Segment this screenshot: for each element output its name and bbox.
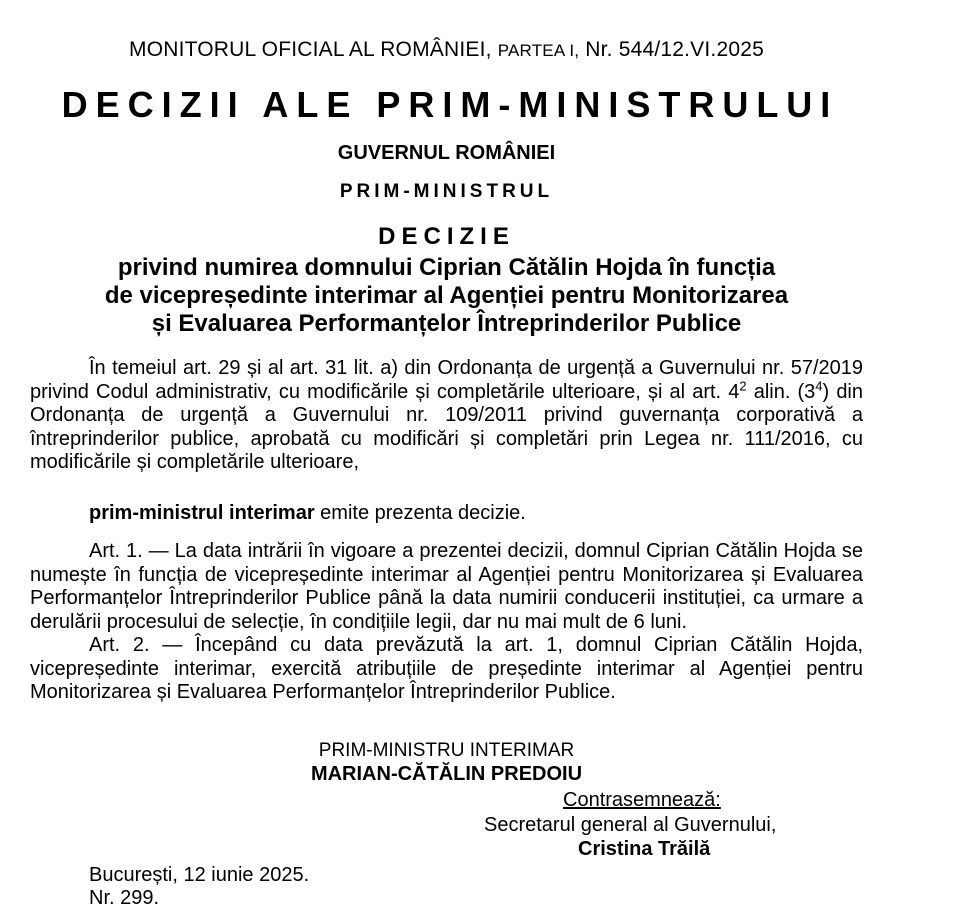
emits-subject: prim-ministrul interimar <box>89 502 315 524</box>
decision-number: Nr. 299. <box>89 887 160 909</box>
decision-title-line: de vicepreședinte interimar al Agenției pentru Monitorizarea <box>104 282 789 309</box>
journal-part: PARTEA I, <box>497 41 580 60</box>
journal-header <box>0 38 893 62</box>
preamble-text: alin. (3 <box>746 380 816 403</box>
articles-block <box>30 540 863 705</box>
decision-title-line: privind numirea domnului Ciprian Cătălin Hojda în funcția <box>117 254 776 281</box>
decision-title <box>0 254 893 338</box>
preamble-text: În temeiul art. 29 și al art. 31 lit. a) din Ordonanța de urgență a Guvernului nr. 57/2019 privind Codul administrativ, cu modificările și completările ulterioare, și al art. 4 <box>30 357 863 403</box>
countersign-name: Cristina Trăilă <box>578 838 711 860</box>
decision-title-line: și Evaluarea Performanțelor Întreprinderilor Publice <box>151 310 742 337</box>
signature-name: MARIAN-CĂTĂLIN PREDOIU <box>310 763 583 785</box>
countersign-role: Secretarul general al Guvernului, <box>484 814 777 836</box>
decision-label: DECIZIE <box>378 223 515 250</box>
issuer-government: GUVERNUL ROMÂNIEI <box>337 142 556 164</box>
issuer-office: PRIM-MINISTRUL <box>339 181 554 202</box>
preamble-paragraph <box>30 357 863 475</box>
article-paragraph: Art. 2. — Începând cu data prevăzută la art. 1, domnul Ciprian Cătălin Hojda, vicepreședinte interimar, exercită atribuțiile de președinte interimar al Agenției pentru Monitorizarea și Evaluarea Performanțelor Întreprinderilor Publice. <box>30 634 863 703</box>
article-paragraph: Art. 1. — La data intrării în vigoare a prezentei decizii, domnul Ciprian Cătălin Hojda se numește în funcția de vicepreședinte interimar al Agenției pentru Monitorizarea și Evaluarea Performanțelor Întreprinderilor Publice până la data numirii conducerii instituției, ca urmare a derulării procesului de selecție, în condițiile legii, dar nu mai mult de 6 luni. <box>30 540 863 633</box>
journal-issue: Nr. 544/12.VI.2025 <box>585 38 764 61</box>
superscript: 2 <box>739 377 747 393</box>
section-title: DECIZII ALE PRIM-MINISTRULUI <box>61 84 839 125</box>
superscript: 4 <box>815 377 823 393</box>
emits-text: emite prezenta decizie. <box>314 502 526 524</box>
journal-name: MONITORUL OFICIAL AL ROMÂNIEI, <box>129 38 492 61</box>
place-date: București, 12 iunie 2025. <box>89 864 310 886</box>
emits-paragraph <box>30 502 863 526</box>
preamble-text: ) din Ordonanța de urgență a Guvernului nr. 109/2011 privind guvernanța corporativă a întreprinderilor publice, aprobată cu modificări și completări prin Legea nr. 111/2016, cu modificările și completările ulterioare, <box>30 380 864 473</box>
countersign-label: Contrasemnează: <box>563 789 721 811</box>
signature-title: PRIM-MINISTRU INTERIMAR <box>318 740 575 761</box>
